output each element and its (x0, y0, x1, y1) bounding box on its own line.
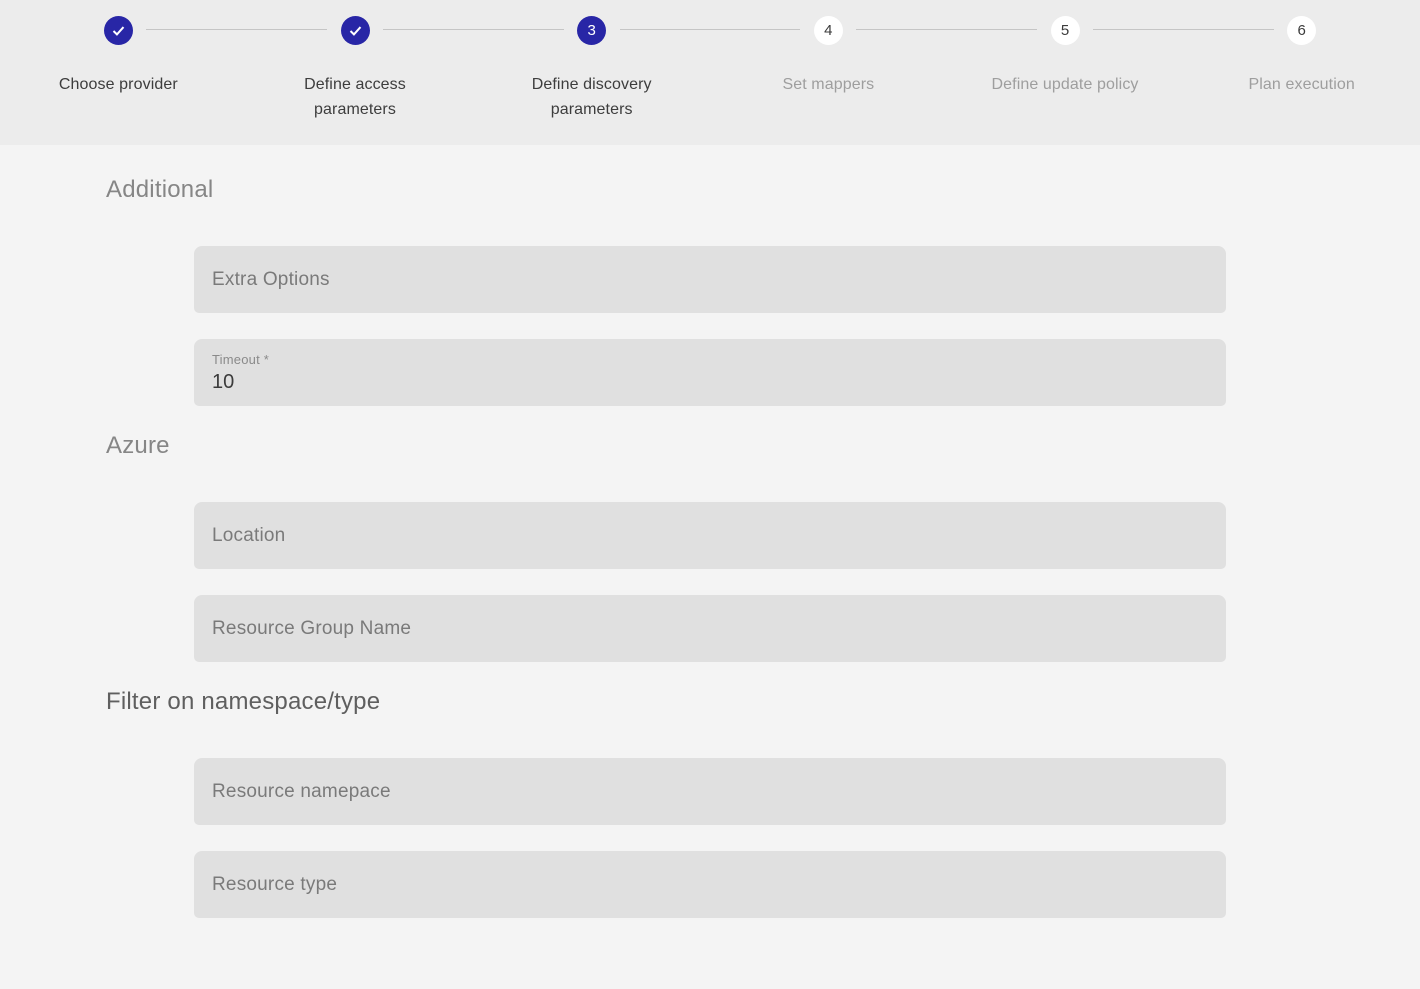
step-plan-execution[interactable] (1183, 0, 1420, 145)
step-5-indicator (1051, 16, 1080, 45)
resource-type-label: Resource type (212, 873, 338, 895)
step-define-access-parameters[interactable] (237, 0, 474, 145)
timeout-field[interactable] (194, 339, 1226, 406)
location-field[interactable] (194, 502, 1226, 569)
resource-namespace-label: Resource namepace (212, 780, 391, 802)
step-number: 3 (587, 22, 596, 39)
resource-type-field[interactable] (194, 851, 1226, 918)
wizard-stepper (0, 0, 1420, 145)
check-icon (111, 23, 126, 38)
step-define-discovery-parameters[interactable] (473, 0, 710, 145)
step-4-indicator (814, 16, 843, 45)
section-title-filter: Filter on namespace/type (106, 688, 381, 715)
step-1-indicator (104, 16, 133, 45)
extra-options-field[interactable] (194, 246, 1226, 313)
step-3-indicator (577, 16, 606, 45)
resource-group-name-label: Resource Group Name (212, 617, 412, 639)
resource-namespace-field[interactable] (194, 758, 1226, 825)
step-label: Choose provider (58, 76, 178, 93)
section-title-azure: Azure (106, 432, 170, 459)
step-define-update-policy[interactable] (947, 0, 1184, 145)
timeout-value: 10 (212, 370, 235, 393)
step-label: Set mappers (782, 76, 875, 93)
step-number: 5 (1060, 22, 1070, 39)
resource-group-name-field[interactable] (194, 595, 1226, 662)
step-label: Plan execution (1248, 76, 1355, 93)
section-title-additional: Additional (106, 176, 214, 203)
check-icon (348, 23, 363, 38)
discovery-parameters-form (0, 145, 1420, 918)
step-6-indicator (1287, 16, 1316, 45)
location-label: Location (212, 524, 286, 546)
step-set-mappers[interactable] (710, 0, 947, 145)
section-filter-namespace-type (0, 688, 1420, 918)
section-azure (0, 432, 1420, 662)
step-number: 4 (824, 22, 833, 39)
step-label: Define discovery parameters (531, 76, 652, 118)
step-label: Define access parameters (304, 76, 406, 118)
step-number: 6 (1297, 22, 1306, 39)
extra-options-label: Extra Options (212, 268, 330, 290)
step-choose-provider[interactable] (0, 0, 237, 145)
section-additional (0, 176, 1420, 406)
timeout-label: Timeout * (212, 351, 269, 367)
step-2-indicator (341, 16, 370, 45)
step-label: Define update policy (991, 76, 1139, 93)
